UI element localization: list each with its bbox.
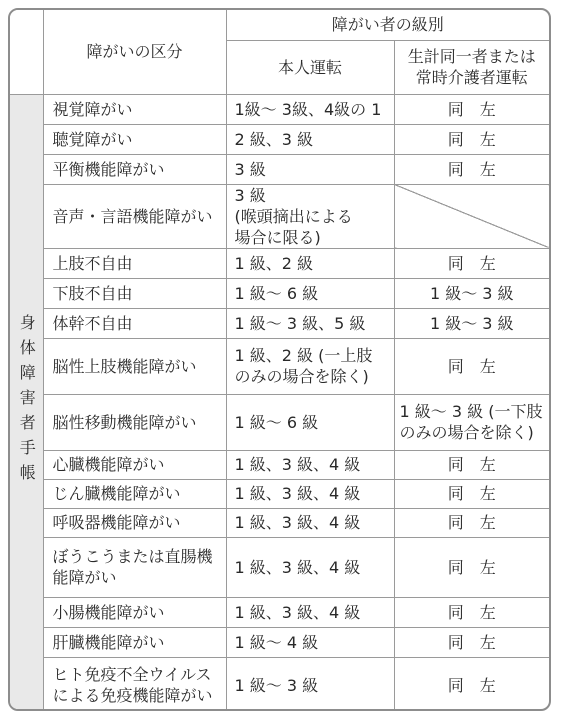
table-row [10, 184, 549, 248]
table-row [10, 338, 549, 394]
table-row [10, 479, 549, 508]
carer-grade-cell: 同 左 [394, 248, 549, 278]
disability-name-cell: ヒト免疫不全ウイルス による免疫機能障がい [43, 657, 226, 711]
table-row [10, 597, 549, 627]
self-grade-cell: 3 級 (喉頭摘出による 場合に限る) [226, 184, 394, 248]
self-grade-cell: 1 級、3 級、4 級 [226, 450, 394, 479]
disability-name-cell: 心臓機能障がい [43, 450, 226, 479]
table-row [10, 627, 549, 657]
disability-name-cell: 平衡機能障がい [43, 154, 226, 184]
carer-grade-cell: 同 左 [394, 597, 549, 627]
side-category-label [10, 94, 43, 711]
carer-grade-cell: 同 左 [394, 508, 549, 537]
table-row [10, 657, 549, 711]
self-grade-cell: 1 級、3 級、4 級 [226, 479, 394, 508]
table-row [10, 248, 549, 278]
self-grade-cell: 3 級 [226, 154, 394, 184]
carer-grade-cell: 同 左 [394, 479, 549, 508]
carer-driving-header: 生計同一者または 常時介護者運転 [394, 40, 549, 94]
table-row [10, 394, 549, 450]
disability-name-cell: 脳性移動機能障がい [43, 394, 226, 450]
self-grade-cell: 1 級、3 級、4 級 [226, 508, 394, 537]
carer-grade-cell: 同 左 [394, 657, 549, 711]
table-row [10, 124, 549, 154]
table-row [10, 508, 549, 537]
carer-grade-cell: 同 左 [394, 94, 549, 124]
disability-name-cell: 視覚障がい [43, 94, 226, 124]
carer-grade-cell: 同 左 [394, 124, 549, 154]
disability-grade-table [10, 10, 549, 711]
disability-name-cell: 下肢不自由 [43, 278, 226, 308]
self-grade-cell: 1 級〜 4 級 [226, 627, 394, 657]
grade-table-frame [8, 8, 551, 711]
self-grade-cell: 1 級〜 6 級 [226, 278, 394, 308]
table-row [10, 154, 549, 184]
disability-name-cell: じん臓機能障がい [43, 479, 226, 508]
grade-group-header: 障がい者の級別 [226, 10, 549, 40]
self-grade-cell: 1 級〜 3 級、5 級 [226, 308, 394, 338]
table-row [10, 278, 549, 308]
header-corner-cell [10, 10, 43, 94]
disability-name-cell: 体幹不自由 [43, 308, 226, 338]
disability-name-cell: ぼうこうまたは直腸機 能障がい [43, 537, 226, 597]
self-grade-cell: 1 級、2 級 (一上肢 のみの場合を除く) [226, 338, 394, 394]
carer-grade-cell: 同 左 [394, 537, 549, 597]
self-grade-cell: 1 級、3 級、4 級 [226, 597, 394, 627]
disability-name-cell: 音声・言語機能障がい [43, 184, 226, 248]
disability-name-cell: 肝臓機能障がい [43, 627, 226, 657]
carer-grade-cell: 同 左 [394, 338, 549, 394]
self-grade-cell: 1 級〜 6 級 [226, 394, 394, 450]
carer-grade-cell: 同 左 [394, 450, 549, 479]
disability-name-cell: 呼吸器機能障がい [43, 508, 226, 537]
header-row-1 [10, 10, 549, 40]
self-grade-cell: 1 級、3 級、4 級 [226, 537, 394, 597]
carer-grade-cell: 1 級〜 3 級 [394, 278, 549, 308]
table-row [10, 450, 549, 479]
disability-name-cell: 脳性上肢機能障がい [43, 338, 226, 394]
disability-name-cell: 上肢不自由 [43, 248, 226, 278]
table-row [10, 537, 549, 597]
not-applicable-diagonal-cell [394, 184, 549, 248]
carer-grade-cell: 同 左 [394, 627, 549, 657]
self-grade-cell: 1級〜 3級、4級の 1 [226, 94, 394, 124]
table-row [10, 308, 549, 338]
carer-grade-cell: 1 級〜 3 級 (一下肢 のみの場合を除く) [394, 394, 549, 450]
self-grade-cell: 1 級、2 級 [226, 248, 394, 278]
carer-grade-cell: 同 左 [394, 154, 549, 184]
table-row [10, 94, 549, 124]
self-driving-header: 本人運転 [226, 40, 394, 94]
disability-name-cell: 聴覚障がい [43, 124, 226, 154]
category-header: 障がいの区分 [43, 10, 226, 94]
side-category-text: 身体障害者手帳 [17, 313, 37, 489]
self-grade-cell: 2 級、3 級 [226, 124, 394, 154]
self-grade-cell: 1 級〜 3 級 [226, 657, 394, 711]
disability-name-cell: 小腸機能障がい [43, 597, 226, 627]
carer-grade-cell: 1 級〜 3 級 [394, 308, 549, 338]
